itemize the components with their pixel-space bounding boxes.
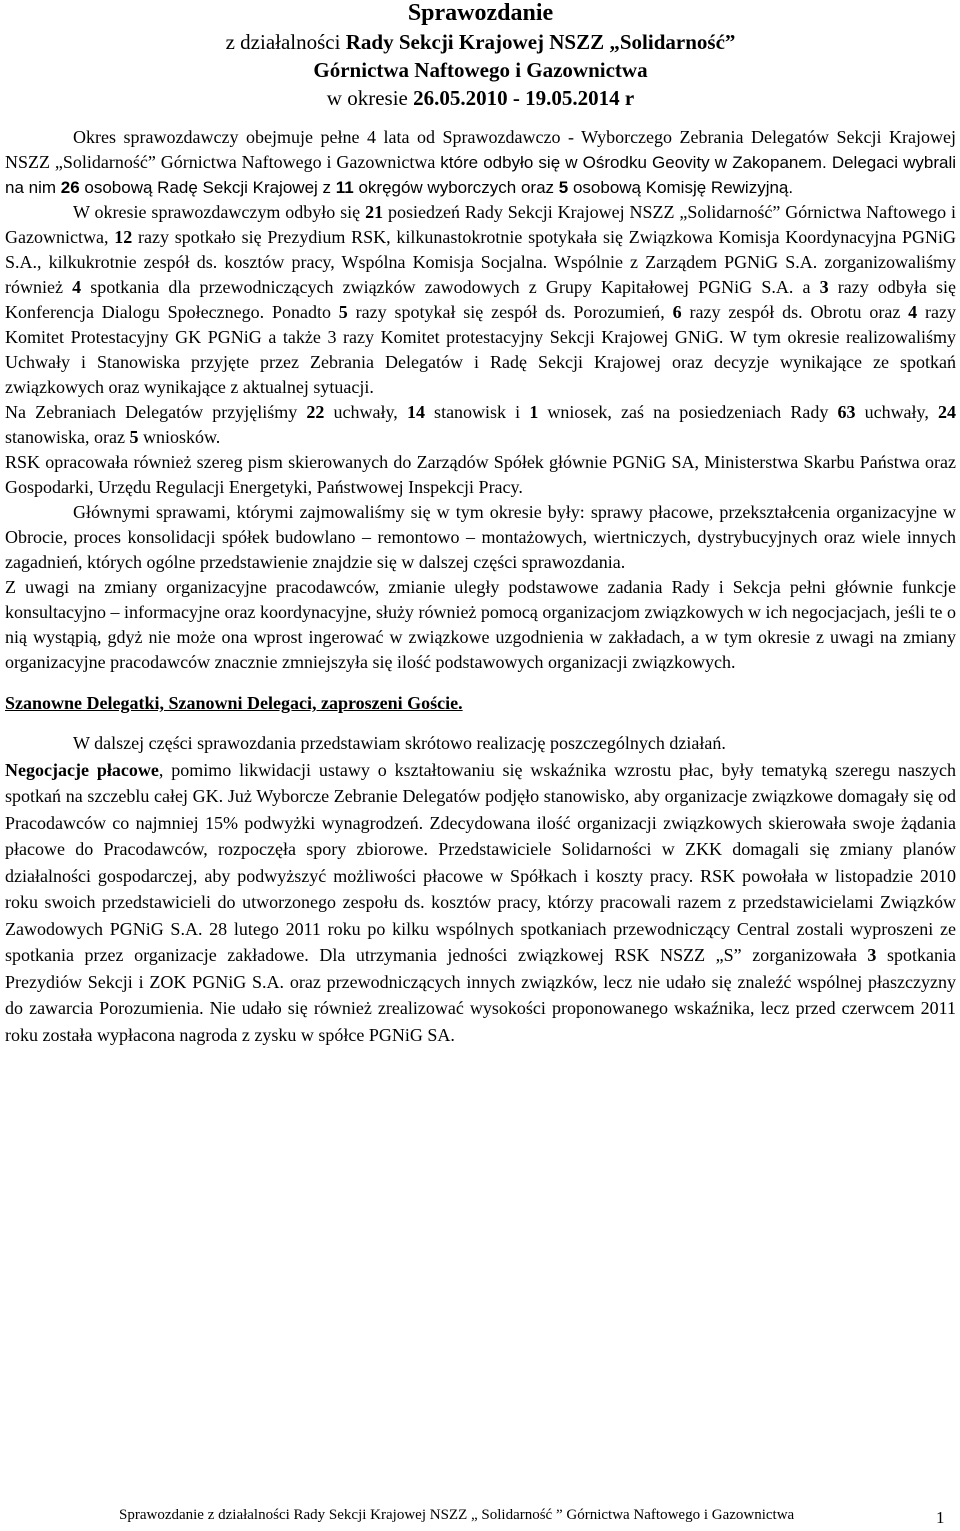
paragraph: Okres sprawozdawczy obejmuje pełne 4 lata od Sprawozdawczo - Wyborczego Zebrania Delegatów Sekcji Krajowej NSZZ „Solidarność” Górnictwa Naftowego i Gazownictwa które odbyło się w Ośrodku Geovity w Zakopanem. Delegaci wybrali na nim 26 osobową Radę Sekcji Krajowej z 11 okręgów wyborczych oraz 5 osobową Komisję Rewizyjną. [5, 127, 956, 197]
wage-negotiations-heading: Negocjacje płacowe [5, 759, 159, 780]
organization-name: Rady Sekcji Krajowej NSZZ „Solidarność” [345, 30, 736, 54]
report-period: w okresie 26.05.2010 - 19.05.2014 r [326, 86, 635, 110]
paragraph: W dalszej części sprawozdania przedstawiam skrótowo realizację poszczególnych działań. [73, 733, 726, 753]
page-number: 1 [936, 1508, 945, 1527]
organization-branch: Górnictwa Naftowego i Gazownictwa [313, 58, 648, 82]
paragraph: Negocjacje płacowe, pomimo likwidacji ustawy o kształtowaniu się wskaźnika wzrostu płac, były tematyką szeregu naszych spotkań na szczeblu całej GK. Już Wyborcze Zebranie Delegatów podjęło stanowisko, aby organizacje związkowe domagały się od Pracodawców co najmniej 15% podwyżki wynagrodzeń. Zdecydowana ilość organizacji związkowych skierowała swoje żądania płacowe do Pracodawców, rozpoczęła spory zbiorowe. Przedstawiciele Solidarności w ZKK domagali się zmiany planów działalności gospodarczej, aby podwyższyć możliwości płacowe w Spółkach i koszty pracy. RSK powołała w listopadzie 2010 roku swoich przedstawicieli do utworzonego zespołu ds. kosztów pracy, którzy pracowali razem z przedstawicielami Związków Zawodowych PGNiG S.A. 28 lutego 2011 roku po kilku wspólnych spotkaniach przewodniczący Central zostali wyproszeni ze spotkania przez organizacje zakładowe. Dla utrzymania jedności związkowej RSK NSZZ „S” zorganizowała 3 spotkania Prezydiów Sekcji i ZOK PGNiG S.A. oraz przewodniczących innych związków, lecz nie udało się znaleźć wspólnej płaszczyzny do zawarcia Porozumienia. Nie udało się również zrealizować wysokości proponowanego wskaźnika, lecz przed czerwcem 2011 roku została wypłacona nagroda z zysku w spółce PGNiG SA. [5, 759, 956, 1045]
paragraph: Głównymi sprawami, którymi zajmowaliśmy się w tym okresie były: sprawy płacowe, przekształcenia organizacyjne w Obrocie, proces konsolidacji spółek budowlano – remontowo – montażowych, wiertniczych, dystrybucyjnych oraz wiele innych zagadnień, których ogólne przedstawienie znajdzie się w dalszej części sprawozdania. [5, 502, 956, 572]
report-title: Sprawozdanie [407, 0, 554, 26]
paragraph: Na Zebraniach Delegatów przyjęliśmy 22 uchwały, 14 stanowisk i 1 wniosek, zaś na posiedzeniach Rady 63 uchwały, 24 stanowiska, oraz 5 wniosków. [5, 402, 957, 447]
paragraph: RSK opracowała również szereg pism skierowanych do Zarządów Spółek głównie PGNiG SA, Ministerstwa Skarbu Państwa oraz Gospodarki, Urzędu Regulacji Energetyki, Państwowej Inspekcji Pracy. [5, 452, 956, 497]
report-dates: 26.05.2010 - 19.05.2014 r [413, 86, 635, 110]
paragraph: Z uwagi na zmiany organizacyjne pracodawców, zmianie uległy podstawowe zadania Rady i Sekcja pełni głównie funkcje konsultacyjno – informacyjne oraz koordynacyjne, służy również pomocą organizacjom związkowych w ich negocjacjach, jeśli te o nią wystąpią, gdyż nie może ona wprost ingerować w związkowe uzgodnienia w zakładach, a w tym okresie z uwagi na zmiany organizacyjne pracodawców znacznie zmniejszyła się ilość podstawowych organizacji związkowych. [5, 577, 956, 672]
report-subtitle-line [5, 28, 956, 56]
salutation-heading: Szanowne Delegatki, Szanowni Delegaci, zaproszeni Goście. [5, 693, 463, 713]
activities-section [5, 730, 956, 1048]
report-header [5, 0, 956, 112]
subtitle-prefix: z działalności [225, 30, 346, 54]
footer-text: Sprawozdanie z działalności Rady Sekcji Krajowej NSZZ „ Solidarność ” Górnictwa Naftowego i Gazownictwa [119, 1507, 795, 1523]
paragraph: W okresie sprawozdawczym odbyło się 21 posiedzeń Rady Sekcji Krajowej NSZZ „Solidarność” Górnictwa Naftowego i Gazownictwa, 12 razy spotkało się Prezydium RSK, kilkunastokrotnie spotykała się Związkowa Komisja Koordynacyjna PGNiG S.A., kilkukrotnie zespół ds. kosztów pracy, Wspólna Komisja Socjalna. Wspólnie z Zarządem PGNiG S.A. zorganizowaliśmy również 4 spotkania dla przewodniczących związków zawodowych z Grupy Kapitałowej PGNiG S.A. a 3 razy odbyła się Konferencja Dialogu Społecznego. Ponadto 5 razy spotykał się zespół ds. Porozumień, 6 razy zespół ds. Obrotu oraz 4 razy Komitet Protestacyjny GK PGNiG a także 3 razy Komitet protestacyjny Sekcji Krajowej GNiG. W tym okresie realizowaliśmy Uchwały i Stanowiska przyjęte przez Zebrania Delegatów i Radę Sekcji Krajowej oraz decyzje wynikające ze spotkań związkowych oraz wynikające z aktualnej sytuacji. [5, 202, 956, 397]
intro-section [5, 125, 956, 675]
